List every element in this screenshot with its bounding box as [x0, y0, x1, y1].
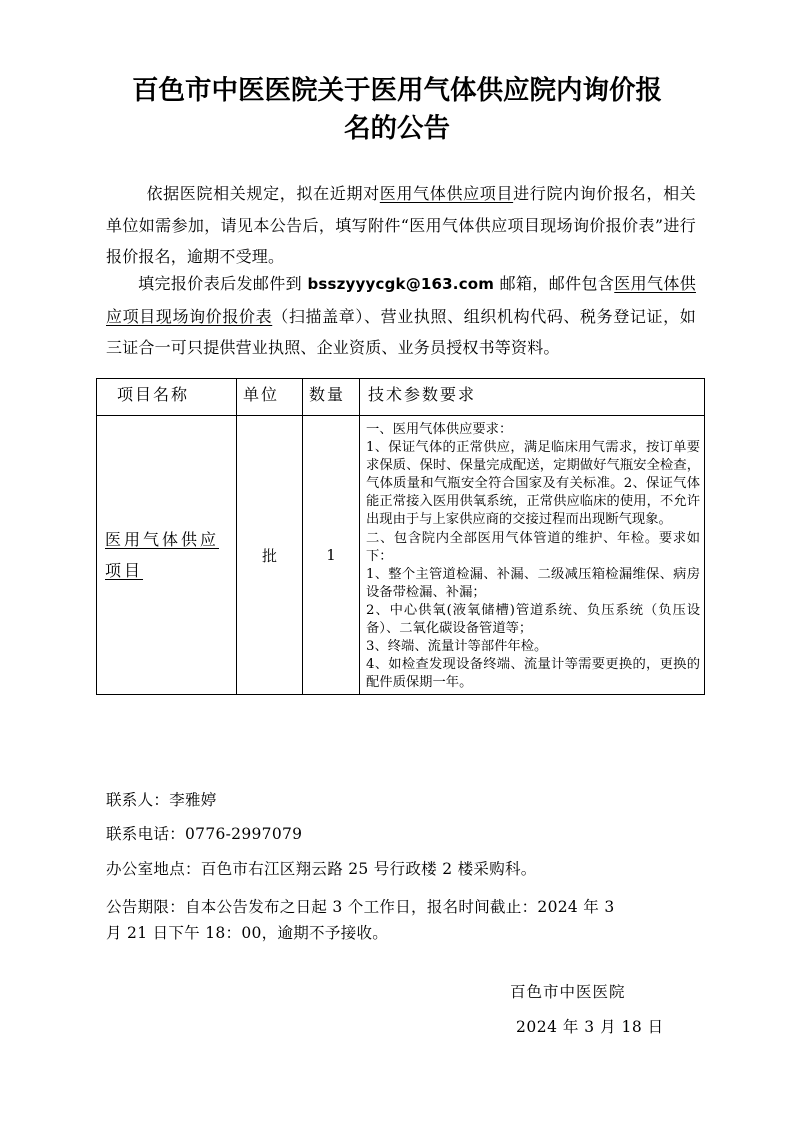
- spec-line: 3、终端、流量计等部件年检。: [366, 639, 548, 655]
- email-address[interactable]: bsszyyycgk@163.com: [307, 275, 495, 293]
- table-row: [97, 416, 705, 695]
- notice-period-line-2: 月 21 日下午 18：00，逾期不予接收。: [106, 924, 389, 942]
- cell-quantity: 1: [303, 416, 360, 695]
- spec-line: 二、包含院内全部医用气体管道的维护、年检。要求如下：: [366, 530, 700, 564]
- spec-line: 2、中心供氧(液氧储槽)管道系统、负压系统（负压设备）、二氧化碳设备管道等；: [366, 602, 700, 637]
- requirements-table: [96, 378, 705, 695]
- spec-line: 4、如检查发现设备终端、流量计等需要更换的，更换的配件质保期一年。: [366, 657, 700, 691]
- table-header-row: [97, 379, 705, 416]
- intro-paragraph: [106, 178, 696, 273]
- office-address: 办公室地点：百色市右江区翔云路 25 号行政楼 2 楼采购科。: [106, 860, 537, 878]
- project-name-link[interactable]: 医用气体供应项目: [379, 184, 514, 203]
- spec-line: 1、整个主管道检漏、补漏、二级减压箱检漏维保、病房设备带检漏、补漏；: [366, 566, 700, 600]
- title-line-2: 名的公告: [344, 113, 450, 144]
- contact-phone: 联系电话：0776-2997079: [106, 825, 303, 843]
- submission-text-mid: 邮箱，邮件包含: [499, 274, 615, 293]
- submission-paragraph: [106, 268, 696, 364]
- submission-text-before: 填完报价表后发邮件到: [138, 274, 302, 293]
- page-title: [0, 72, 794, 148]
- header-quantity: 数量: [303, 379, 360, 416]
- issuer-name: 百色市中医医院: [510, 983, 626, 1001]
- contact-person: 联系人：李雅婷: [106, 791, 217, 809]
- intro-text-after: 进行院内询价报名，相关单位如需参加，请见本公告后，填写附件“医用气体供应项目现场询价报价表”进行报价报名，逾期不受理。: [106, 184, 696, 266]
- spec-line: 一、医用气体供应要求：: [366, 422, 513, 437]
- header-unit: 单位: [237, 379, 303, 416]
- title-line-1: 百色市中医医院关于医用气体供应院内询价报: [132, 75, 662, 106]
- spec-line: 1、保证气体的正常供应，满足临床用气需求，按订单要求保质、保时、保量完成配送，定期做好气瓶安全检查，气体质量和气瓶安全符合国家及有关标准。2、保证气体能正常接入医用供氧系统，正常供应临床的使用，不允许出现由于与上家供应商的交接过程而出现断气现象。: [366, 440, 700, 528]
- intro-text-before: 依据医院相关规定，拟在近期对: [146, 184, 380, 203]
- header-spec: 技术参数要求: [360, 379, 705, 416]
- header-project-name: 项目名称: [97, 379, 237, 416]
- submission-text-after: （扫描盖章）、营业执照、组织机构代码、税务登记证，如三证合一可只提供营业执照、企业资质、业务员授权书等资料。: [106, 306, 696, 357]
- notice-period-line-1: 公告期限：自本公告发布之日起 3 个工作日，报名时间截止：2024 年 3: [106, 898, 615, 916]
- cell-project-name: 医用气体供应项目: [97, 416, 237, 695]
- quote-form-link[interactable]: 医用气体供应项目现场询价报价表: [106, 274, 696, 326]
- cell-spec: [360, 416, 705, 695]
- issue-date: 2024 年 3 月 18 日: [516, 1018, 664, 1036]
- cell-unit: 批: [237, 416, 303, 695]
